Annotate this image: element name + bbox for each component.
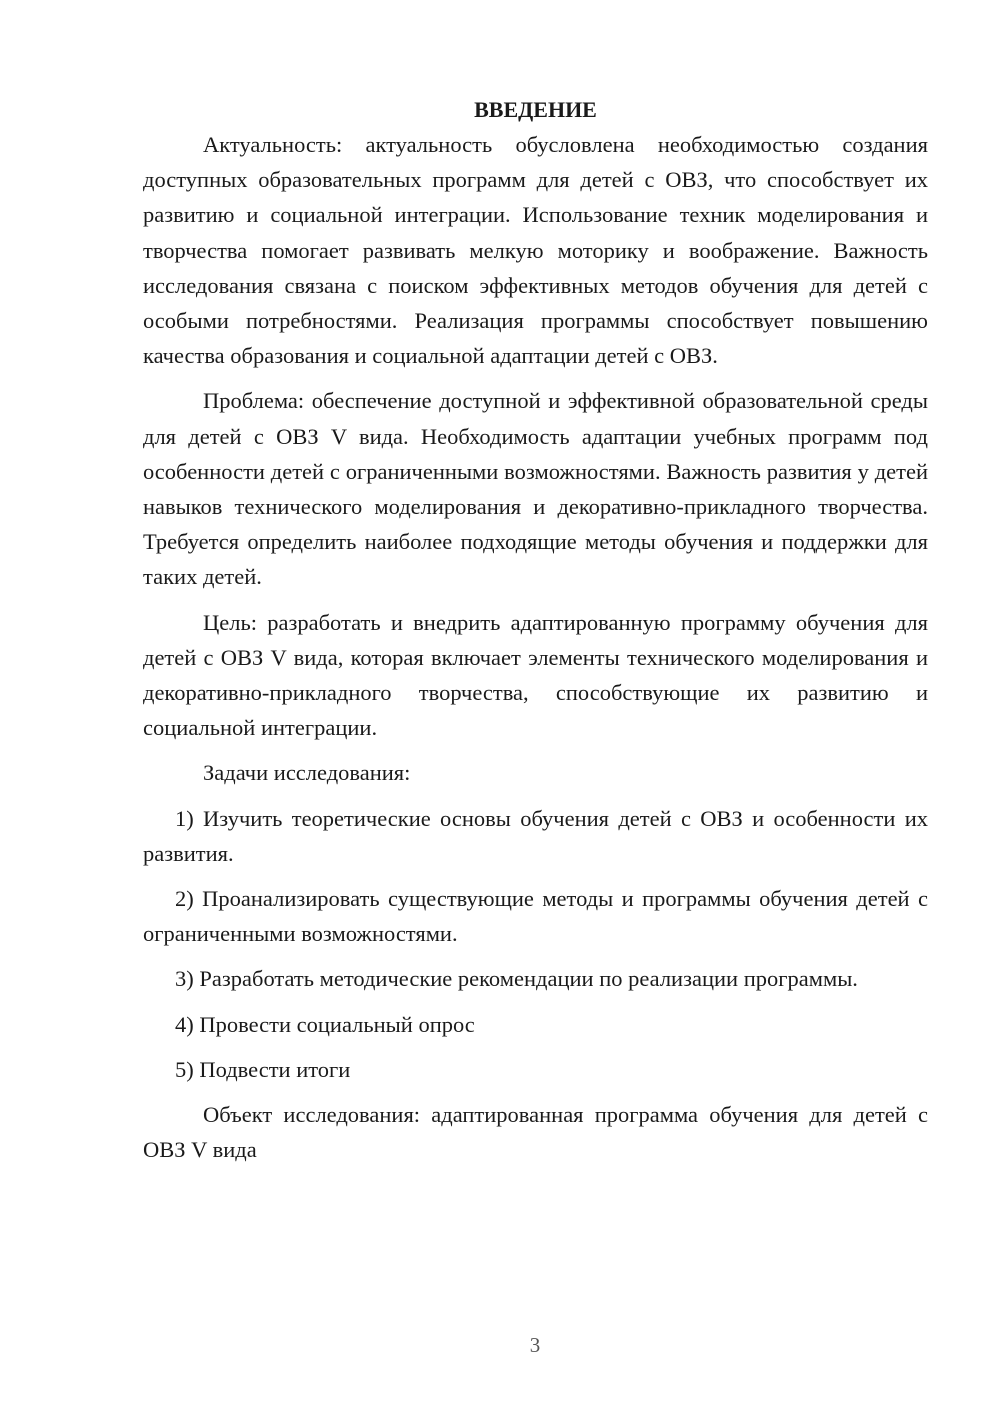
- task-item-5: 5) Подвести итоги: [175, 1056, 351, 1082]
- task-item-1: 1) Изучить теоретические основы обучения детей с ОВЗ и особенности их развития.: [143, 805, 928, 866]
- tasks-heading: Задачи исследования:: [203, 760, 411, 786]
- task-item-2: 2) Проанализировать существующие методы и программы обучения детей с ограниченными возможностями.: [143, 886, 928, 947]
- paragraph-object: Объект исследования: адаптированная программа обучения для детей с ОВЗ V вида: [143, 1102, 928, 1163]
- section-title: ВВЕДЕНИЕ: [474, 97, 597, 122]
- paragraph-goal: Цель: разработать и внедрить адаптированную программу обучения для детей с ОВЗ V вида, которая включает элементы технического моделирования и декоративно-прикладного творчества, способствующие их развитию и социальной интеграции.: [143, 609, 928, 741]
- paragraph-relevance: Актуальность: актуальность обусловлена необходимостью создания доступных образовательных программ для детей с ОВЗ, что способствует их развитию и социальной интеграции. Использование техник моделирования и творчества помогает развивать мелкую моторику и воображение. Важность исследования связана с поиском эффективных методов обучения для детей с особыми потребностями. Реализация программы способствует повышению качества образования и социальной адаптации детей с ОВЗ.: [143, 132, 928, 369]
- task-item-3: 3) Разработать методические рекомендации по реализации программы.: [175, 966, 858, 992]
- task-item-4: 4) Провести социальный опрос: [175, 1011, 475, 1037]
- page-number: 3: [529, 1333, 541, 1357]
- paragraph-problem: Проблема: обеспечение доступной и эффективной образовательной среды для детей с ОВЗ V вида. Необходимость адаптации учебных программ под особенности детей с ограниченными возможностями. Важность развития у детей навыков технического моделирования и декоративно-прикладного творчества. Требуется определить наиболее подходящие методы обучения и поддержки для таких детей.: [143, 388, 928, 590]
- document-page: [143, 92, 928, 1177]
